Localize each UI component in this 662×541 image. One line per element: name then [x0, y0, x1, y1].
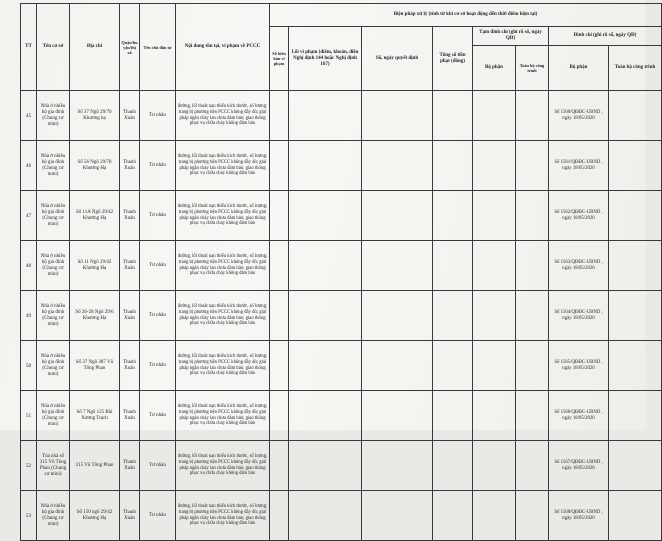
table-row [21, 241, 662, 291]
row-address: Số 11 Ngõ 29/42 Khương Hạ [70, 241, 120, 291]
row-n-records [270, 291, 289, 341]
row-owner: Tư nhân [140, 491, 176, 541]
row-n-records [270, 141, 289, 191]
row-address: Số 37 Ngõ 387 Vũ Tông Phan [70, 341, 120, 391]
row-owner: Tư nhân [140, 391, 176, 441]
row-temp-part [473, 241, 516, 291]
row-address: Số 56 Ngõ 29/78 Khương Hạ [70, 141, 120, 191]
row-violation: đường, lối thoát nạn thiếu kích thước, số lượng; trang bị phương tiện PCCC không đầy đủ; giải pháp ngăn cháy lan chưa đảm bảo; giao thông phục vụ chữa cháy không đảm bảo [176, 441, 270, 491]
row-decision-no [362, 141, 433, 191]
row-fine-total [433, 191, 473, 241]
row-owner: Tư nhân [140, 441, 176, 491]
row-district: Thanh Xuân [120, 91, 140, 141]
row-n-records [270, 491, 289, 541]
row-address: 315 Vũ Tông Phan [70, 441, 120, 491]
table-row [21, 441, 662, 491]
col-address: Địa chỉ [70, 4, 120, 91]
row-owner: Tư nhân [140, 341, 176, 391]
row-district: Thanh Xuân [120, 391, 140, 441]
row-fine-total [433, 291, 473, 341]
col-measures: Biện pháp xử lý (tính từ khi cơ sở hoạt động đến thời điểm hiện tại) [270, 4, 662, 27]
col-temp-whole: Toàn bộ công trình [516, 46, 549, 91]
col-n-records: Số biên bản vi phạm [270, 27, 289, 91]
row-violation: đường, lối thoát nạn thiếu kích thước, số lượng; trang bị phương tiện PCCC không đầy đủ; giải pháp ngăn cháy lan chưa đảm bảo; giao thông phục vụ chữa cháy không đảm bảo [176, 141, 270, 191]
row-suspend-whole [609, 191, 662, 241]
row-fine-total [433, 491, 473, 541]
row-law-error [289, 441, 362, 491]
row-decision-no [362, 191, 433, 241]
row-law-error [289, 191, 362, 241]
col-fine-total: Tổng số tiền phạt (đồng) [433, 27, 473, 91]
row-temp-part [473, 491, 516, 541]
row-violation: đường, lối thoát nạn thiếu kích thước, số lượng; trang bị phương tiện PCCC không đầy đủ; giải pháp ngăn cháy lan chưa đảm bảo; giao thông phục vụ chữa cháy không đảm bảo [176, 191, 270, 241]
row-suspend-decision: Số 1563/QĐĐC-UBND , ngày 18/05/2020 [549, 241, 609, 291]
row-temp-whole [516, 291, 549, 341]
row-suspend-decision: Số 1568/QĐĐC-UBND , ngày 18/05/2020 [549, 491, 609, 541]
row-facility: Nhà ở nhiều hộ gia đình (Chung cư mini) [37, 241, 70, 291]
row-suspend-whole [609, 491, 662, 541]
table-row [21, 391, 662, 441]
row-tt: 47 [21, 191, 37, 241]
row-law-error [289, 141, 362, 191]
table-row [21, 291, 662, 341]
row-owner: Tư nhân [140, 141, 176, 191]
row-decision-no [362, 391, 433, 441]
row-owner: Tư nhân [140, 91, 176, 141]
row-law-error [289, 241, 362, 291]
violation-table [20, 3, 662, 541]
row-district: Thanh Xuân [120, 291, 140, 341]
row-facility: Nhà ở nhiều hộ gia đình (Chung cư mini) [37, 391, 70, 441]
row-suspend-whole [609, 341, 662, 391]
col-temp-suspend: Tạm đình chỉ (ghi rõ số, ngày QĐ) [473, 27, 549, 46]
table-row [21, 341, 662, 391]
row-suspend-decision: Số 1566/QĐĐC-UBND , ngày 18/05/2020 [549, 391, 609, 441]
row-suspend-whole [609, 391, 662, 441]
row-facility: Tòa nhà số 315 Vũ Tông Phan (Chung cư mini) [37, 441, 70, 491]
col-suspend-whole: Toàn bộ công trình [609, 46, 662, 91]
col-facility: Tên cơ sở [37, 4, 70, 91]
row-owner: Tư nhân [140, 241, 176, 291]
col-district: Quận/huyện/thị xã [120, 4, 140, 91]
row-tt: 50 [21, 341, 37, 391]
row-n-records [270, 191, 289, 241]
row-owner: Tư nhân [140, 191, 176, 241]
row-decision-no [362, 241, 433, 291]
row-temp-whole [516, 141, 549, 191]
row-law-error [289, 391, 362, 441]
row-temp-part [473, 191, 516, 241]
row-owner: Tư nhân [140, 291, 176, 341]
col-violation: Nội dung tồn tại, vi phạm về PCCC [176, 4, 270, 91]
row-fine-total [433, 441, 473, 491]
row-law-error [289, 491, 362, 541]
row-n-records [270, 391, 289, 441]
row-temp-whole [516, 241, 549, 291]
row-suspend-decision: Số 1565/QĐĐC-UBND , ngày 18/05/2020 [549, 341, 609, 391]
row-decision-no [362, 291, 433, 341]
row-temp-part [473, 141, 516, 191]
row-law-error [289, 91, 362, 141]
row-violation: đường, lối thoát nạn thiếu kích thước, số lượng; trang bị phương tiện PCCC không đầy đủ; giải pháp ngăn cháy lan chưa đảm bảo; giao thông phục vụ chữa cháy không đảm bảo [176, 91, 270, 141]
row-tt: 48 [21, 241, 37, 291]
col-owner: Tên chủ đầu tư [140, 4, 176, 91]
row-temp-whole [516, 91, 549, 141]
row-suspend-whole [609, 91, 662, 141]
col-tt: TT [21, 4, 37, 91]
row-temp-part [473, 291, 516, 341]
row-temp-whole [516, 391, 549, 441]
row-n-records [270, 341, 289, 391]
col-suspend: Đình chỉ (ghi rõ số, ngày QĐ) [549, 27, 662, 46]
row-decision-no [362, 341, 433, 391]
row-temp-whole [516, 191, 549, 241]
row-temp-part [473, 391, 516, 441]
row-fine-total [433, 241, 473, 291]
table-row [21, 491, 662, 541]
row-facility: Nhà ở nhiều hộ gia đình (Chung cư mini) [37, 341, 70, 391]
row-suspend-decision: Số 1560/QĐĐC-UBND , ngày 18/05/2020 [549, 91, 609, 141]
table-body [21, 91, 662, 541]
header-row-1 [21, 4, 662, 27]
row-tt: 45 [21, 91, 37, 141]
row-temp-part [473, 441, 516, 491]
row-address: Số 11A Ngõ 29/42 Khương Hạ [70, 191, 120, 241]
row-suspend-whole [609, 141, 662, 191]
row-address: Số 150 ngõ 29/42 Khương Hạ [70, 491, 120, 541]
row-n-records [270, 441, 289, 491]
row-decision-no [362, 91, 433, 141]
row-temp-whole [516, 441, 549, 491]
row-fine-total [433, 391, 473, 441]
row-address: Số 7 Ngõ 125 Bùi Xương Trạch [70, 391, 120, 441]
row-suspend-whole [609, 291, 662, 341]
col-decision-no: Số, ngày quyết định [362, 27, 433, 91]
row-tt: 49 [21, 291, 37, 341]
row-violation: đường, lối thoát nạn thiếu kích thước, số lượng; trang bị phương tiện PCCC không đầy đủ; giải pháp ngăn cháy lan chưa đảm bảo; giao thông phục vụ chữa cháy không đảm bảo [176, 341, 270, 391]
row-address: Số 26-28 Ngõ 29/6 Khương Hạ [70, 291, 120, 341]
row-temp-whole [516, 491, 549, 541]
row-facility: Nhà ở nhiều hộ gia đình (Chung cư mini) [37, 191, 70, 241]
row-temp-part [473, 341, 516, 391]
row-facility: Nhà ở nhiều hộ gia đình (Chung cư mini) [37, 291, 70, 341]
row-suspend-whole [609, 241, 662, 291]
row-decision-no [362, 441, 433, 491]
row-suspend-decision: Số 1567/QĐĐC-UBND , ngày 18/05/2020 [549, 441, 609, 491]
row-fine-total [433, 91, 473, 141]
col-law-error: Lỗi vi phạm (điểm, khoản, điều Nghị định 144 hoặc Nghị định 167) [289, 27, 362, 91]
table-row [21, 191, 662, 241]
row-n-records [270, 241, 289, 291]
row-violation: đường, lối thoát nạn thiếu kích thước, số lượng; trang bị phương tiện PCCC không đầy đủ; giải pháp ngăn cháy lan chưa đảm bảo; giao thông phục vụ chữa cháy không đảm bảo [176, 241, 270, 291]
row-district: Thanh Xuân [120, 191, 140, 241]
row-violation: đường, lối thoát nạn thiếu kích thước, số lượng; trang bị phương tiện PCCC không đầy đủ; giải pháp ngăn cháy lan chưa đảm bảo; giao thông phục vụ chữa cháy không đảm bảo [176, 491, 270, 541]
row-district: Thanh Xuân [120, 241, 140, 291]
row-n-records [270, 91, 289, 141]
row-violation: đường, lối thoát nạn thiếu kích thước, số lượng; trang bị phương tiện PCCC không đầy đủ; giải pháp ngăn cháy lan chưa đảm bảo; giao thông phục vụ chữa cháy không đảm bảo [176, 291, 270, 341]
row-tt: 52 [21, 441, 37, 491]
row-facility: Nhà ở nhiều hộ gia đình (Chung cư mini) [37, 91, 70, 141]
row-law-error [289, 341, 362, 391]
row-violation: đường, lối thoát nạn thiếu kích thước, số lượng; trang bị phương tiện PCCC không đầy đủ; giải pháp ngăn cháy lan chưa đảm bảo; giao thông phục vụ chữa cháy không đảm bảo [176, 391, 270, 441]
row-district: Thanh Xuân [120, 141, 140, 191]
row-district: Thanh Xuân [120, 441, 140, 491]
row-temp-part [473, 91, 516, 141]
col-suspend-part: Bộ phận [549, 46, 609, 91]
row-district: Thanh Xuân [120, 341, 140, 391]
row-address: Số 37 Ngõ 29/70 Khương hạ [70, 91, 120, 141]
row-suspend-decision: Số 1564/QĐĐC-UBND , ngày 18/05/2020 [549, 291, 609, 341]
row-district: Thanh Xuân [120, 491, 140, 541]
row-facility: Nhà ở nhiều hộ gia đình (Chung cư mini) [37, 491, 70, 541]
row-decision-no [362, 491, 433, 541]
row-tt: 46 [21, 141, 37, 191]
col-temp-part: Bộ phận [473, 46, 516, 91]
table-row [21, 141, 662, 191]
row-temp-whole [516, 341, 549, 391]
table-row [21, 91, 662, 141]
row-facility: Nhà ở nhiều hộ gia đình (Chung cư mini) [37, 141, 70, 191]
row-tt: 51 [21, 391, 37, 441]
row-suspend-whole [609, 441, 662, 491]
row-tt: 53 [21, 491, 37, 541]
row-suspend-decision: Số 1562/QĐĐC-UBND , ngày 18/05/2020 [549, 191, 609, 241]
row-fine-total [433, 141, 473, 191]
row-law-error [289, 291, 362, 341]
row-suspend-decision: Số 1561/QĐĐC-UBND , ngày 18/05/2020 [549, 141, 609, 191]
row-fine-total [433, 341, 473, 391]
